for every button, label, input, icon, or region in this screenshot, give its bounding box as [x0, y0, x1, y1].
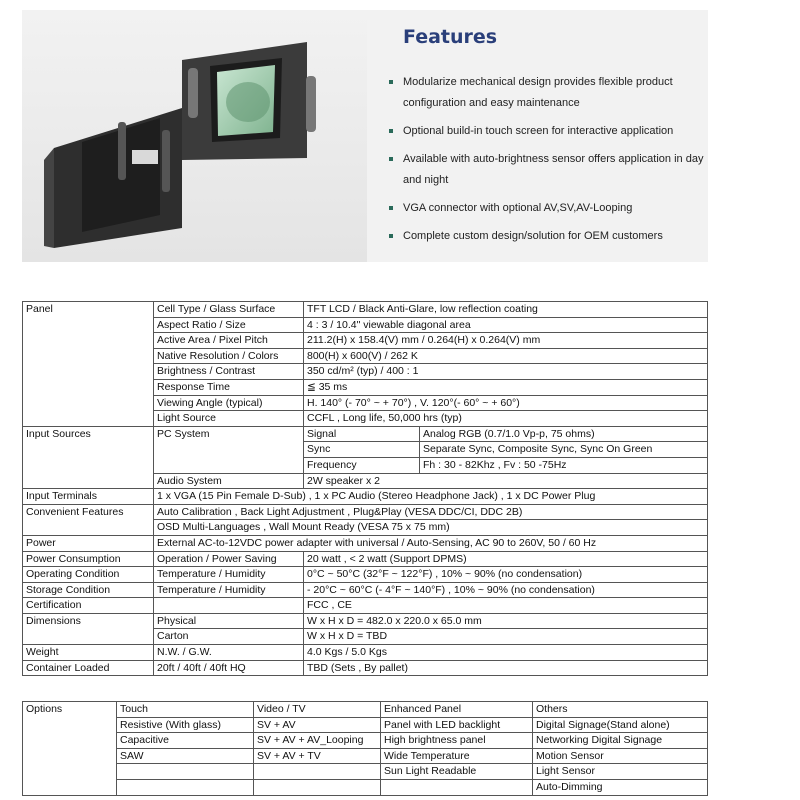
feature-item: Optional build-in touch screen for interactive application [389, 121, 709, 142]
options-label: Options [23, 702, 117, 796]
spec-key: Light Source [154, 411, 304, 427]
table-cell: SV + AV + AV_Looping [254, 733, 381, 749]
table-row [23, 702, 708, 718]
table-cell [117, 764, 254, 780]
table-row [23, 645, 708, 661]
table-row [23, 551, 708, 567]
bullet-icon [389, 234, 393, 238]
spec-value: 2W speaker x 2 [304, 473, 708, 489]
spec-value: W x H x D = 482.0 x 220.0 x 65.0 mm [304, 613, 708, 629]
spec-key: Aspect Ratio / Size [154, 317, 304, 333]
spec-key: Temperature / Humidity [154, 567, 304, 583]
feature-item: Modularize mechanical design provides flexible product configuration and easy maintenance [389, 72, 709, 114]
table-row [23, 779, 708, 795]
column-header: Others [533, 702, 708, 718]
table-row [23, 660, 708, 676]
spec-table [22, 301, 708, 676]
table-row [23, 302, 708, 318]
feature-item: Complete custom design/solution for OEM customers [389, 226, 709, 247]
features-list [389, 72, 709, 254]
spec-key: Physical [154, 613, 304, 629]
table-cell: Auto-Dimming [533, 779, 708, 795]
spec-value: 211.2(H) x 158.4(V) mm / 0.264(H) x 0.264(V) mm [304, 333, 708, 349]
hero-section [22, 10, 708, 262]
table-cell [254, 779, 381, 795]
feature-item: VGA connector with optional AV,SV,AV-Looping [389, 198, 709, 219]
table-row [23, 717, 708, 733]
spec-key: Cell Type / Glass Surface [154, 302, 304, 318]
spec-key: Audio System [154, 473, 304, 489]
table-cell: SV + AV + TV [254, 748, 381, 764]
table-row [23, 764, 708, 780]
spec-value: 4.0 Kgs / 5.0 Kgs [304, 645, 708, 661]
column-header: Touch [117, 702, 254, 718]
spec-subkey: Frequency [304, 457, 420, 473]
spec-value: FCC , CE [304, 598, 708, 614]
spec-value: 350 cd/m² (typ) / 400 : 1 [304, 364, 708, 380]
spec-value: W x H x D = TBD [304, 629, 708, 645]
bullet-icon [389, 206, 393, 210]
spec-value: Auto Calibration , Back Light Adjustment , Plug&Play (VESA DDC/CI, DDC 2B) [154, 504, 708, 520]
spec-key: 20ft / 40ft / 40ft HQ [154, 660, 304, 676]
spec-value: CCFL , Long life, 50,000 hrs (typ) [304, 411, 708, 427]
table-row [23, 489, 708, 505]
spec-value: Analog RGB (0.7/1.0 Vp-p, 75 ohms) [420, 426, 708, 442]
table-row [23, 504, 708, 520]
table-cell: Wide Temperature [381, 748, 533, 764]
table-cell: Panel with LED backlight [381, 717, 533, 733]
section-label: Dimensions [23, 613, 154, 644]
table-cell [254, 764, 381, 780]
spec-value: H. 140° (- 70° ~ + 70°) , V. 120°(- 60° ~ + 60°) [304, 395, 708, 411]
table-cell: Digital Signage(Stand alone) [533, 717, 708, 733]
spec-value: - 20°C ~ 60°C (- 4°F ~ 140°F) , 10% ~ 90% (no condensation) [304, 582, 708, 598]
table-row [23, 567, 708, 583]
spec-key: Active Area / Pixel Pitch [154, 333, 304, 349]
spec-value: Fh : 30 - 82Khz , Fv : 50 -75Hz [420, 457, 708, 473]
table-cell: Capacitive [117, 733, 254, 749]
section-label: Storage Condition [23, 582, 154, 598]
table-row [23, 748, 708, 764]
spec-key: N.W. / G.W. [154, 645, 304, 661]
spec-key: PC System [154, 426, 304, 473]
table-cell [117, 779, 254, 795]
spec-value: 20 watt , < 2 watt (Support DPMS) [304, 551, 708, 567]
table-row [23, 582, 708, 598]
section-label: Input Sources [23, 426, 154, 488]
spec-value: ≦ 35 ms [304, 379, 708, 395]
table-row [23, 426, 708, 442]
section-label: Operating Condition [23, 567, 154, 583]
spec-subkey: Sync [304, 442, 420, 458]
spec-key: Temperature / Humidity [154, 582, 304, 598]
spec-key: Operation / Power Saving [154, 551, 304, 567]
table-cell: SV + AV [254, 717, 381, 733]
table-cell: Resistive (With glass) [117, 717, 254, 733]
section-label: Weight [23, 645, 154, 661]
spec-value: OSD Multi-Languages , Wall Mount Ready (VESA 75 x 75 mm) [154, 520, 708, 536]
table-row [23, 613, 708, 629]
options-table [22, 701, 708, 796]
features-title: Features [403, 26, 498, 48]
section-label: Input Terminals [23, 489, 154, 505]
bullet-icon [389, 129, 393, 133]
section-label: Power [23, 535, 154, 551]
spec-value: 0°C ~ 50°C (32°F ~ 122°F) , 10% ~ 90% (no condensation) [304, 567, 708, 583]
feature-item: Available with auto-brightness sensor offers application in day and night [389, 149, 709, 191]
spec-key: Carton [154, 629, 304, 645]
spec-value: TFT LCD / Black Anti-Glare, low reflection coating [304, 302, 708, 318]
spec-value: 1 x VGA (15 Pin Female D-Sub) , 1 x PC Audio (Stereo Headphone Jack) , 1 x DC Power Plug [154, 489, 708, 505]
product-photo [22, 10, 367, 262]
table-cell [381, 779, 533, 795]
spec-key: Viewing Angle (typical) [154, 395, 304, 411]
spec-key: Brightness / Contrast [154, 364, 304, 380]
spec-value: Separate Sync, Composite Sync, Sync On Green [420, 442, 708, 458]
table-cell: Sun Light Readable [381, 764, 533, 780]
spec-subkey: Signal [304, 426, 420, 442]
table-row [23, 535, 708, 551]
section-label: Container Loaded [23, 660, 154, 676]
section-label: Convenient Features [23, 504, 154, 535]
table-cell: SAW [117, 748, 254, 764]
bullet-icon [389, 80, 393, 84]
spec-key: Response Time [154, 379, 304, 395]
bullet-icon [389, 157, 393, 161]
section-label: Certification [23, 598, 154, 614]
spec-value: 800(H) x 600(V) / 262 K [304, 348, 708, 364]
spec-value: TBD (Sets , By pallet) [304, 660, 708, 676]
column-header: Video / TV [254, 702, 381, 718]
spec-key [154, 598, 304, 614]
table-cell: Light Sensor [533, 764, 708, 780]
features-panel [367, 10, 708, 262]
table-cell: Motion Sensor [533, 748, 708, 764]
table-row [23, 733, 708, 749]
table-row [23, 598, 708, 614]
section-label: Power Consumption [23, 551, 154, 567]
section-label: Panel [23, 302, 154, 427]
table-cell: Networking Digital Signage [533, 733, 708, 749]
spec-value: External AC-to-12VDC power adapter with universal / Auto-Sensing, AC 90 to 260V, 50 / 60 Hz [154, 535, 708, 551]
table-cell: High brightness panel [381, 733, 533, 749]
spec-value: 4 : 3 / 10.4" viewable diagonal area [304, 317, 708, 333]
rack-monitor-illustration [22, 10, 367, 262]
column-header: Enhanced Panel [381, 702, 533, 718]
spec-key: Native Resolution / Colors [154, 348, 304, 364]
